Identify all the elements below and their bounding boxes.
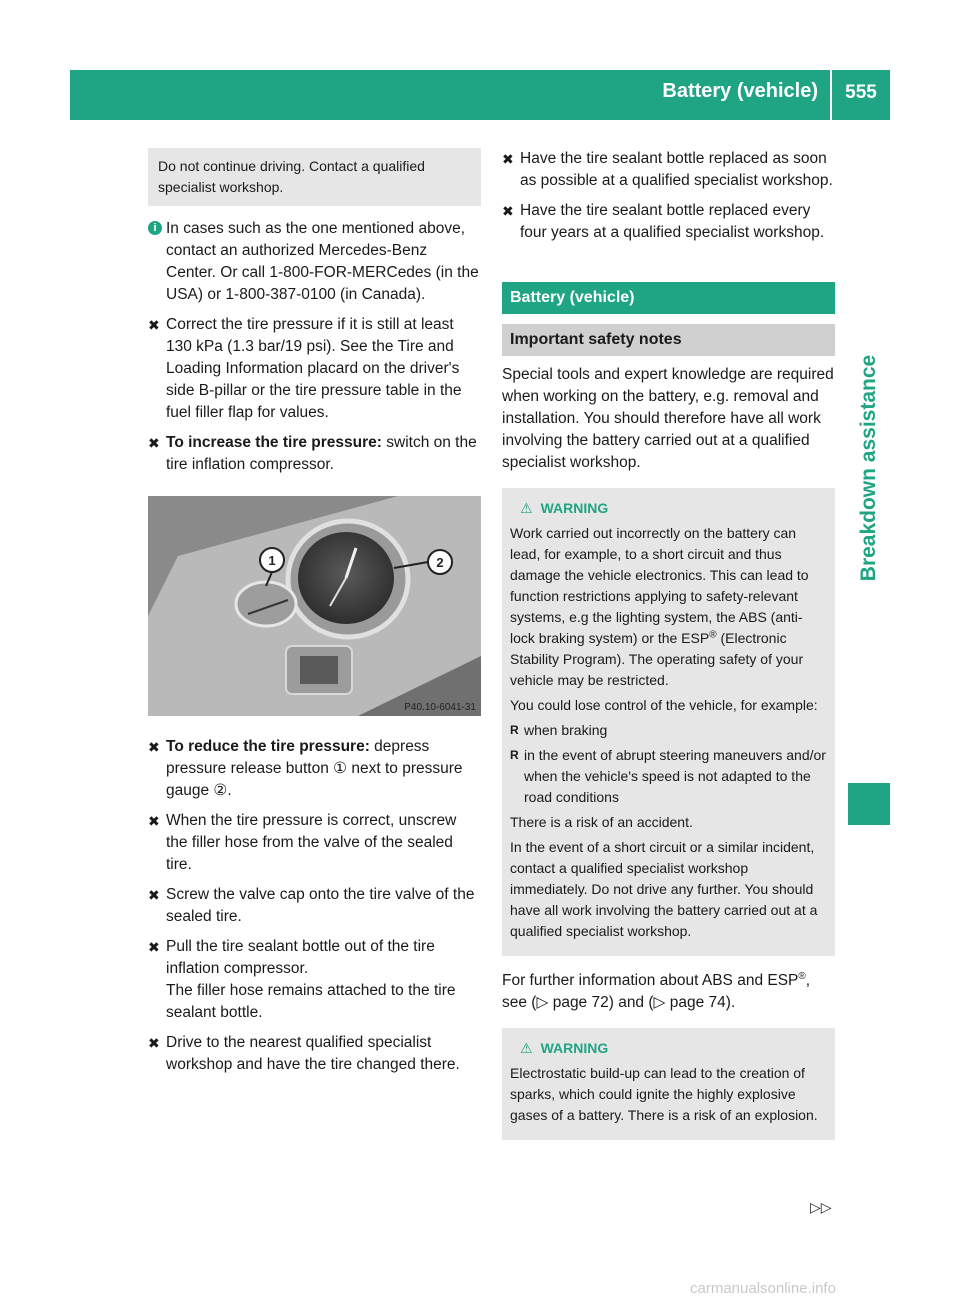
figure-code: P40.10-6041-31 <box>404 702 476 713</box>
step-text: depress pressure release button <box>166 738 430 777</box>
notice-box: Do not continue driving. Contact a qualified specialist workshop. <box>148 148 481 206</box>
step-text: Pull the tire sealant bottle out of the tire inflation compressor. <box>166 938 435 977</box>
side-tab-marker <box>848 783 890 825</box>
side-tab-label: Breakdown assistance <box>857 354 880 582</box>
page-ref-arrow-icon: ▷ <box>536 994 549 1011</box>
step-text: switch on the tire inflation compressor. <box>166 434 477 473</box>
header-separator <box>830 70 832 120</box>
arrow-right-icon: ✖ <box>148 435 160 451</box>
warning-text: (Electronic Stability Program). The operating safety of your vehicle may be restricted. <box>510 630 804 688</box>
arrow-right-icon: ✖ <box>148 887 160 903</box>
header-title: Battery (vehicle) <box>662 80 818 102</box>
list-item <box>510 720 827 741</box>
bullet-icon: R <box>510 723 519 737</box>
step-text: . <box>227 782 232 799</box>
step-text: Screw the valve cap onto the tire valve of the sealed tire. <box>166 886 475 925</box>
arrow-right-icon: ✖ <box>502 151 514 167</box>
step-increase-pressure <box>148 432 481 476</box>
arrow-right-icon: ✖ <box>502 203 514 219</box>
subsection-title: Important safety notes <box>502 324 835 356</box>
step-heading: To reduce the tire pressure: <box>166 738 370 755</box>
warning-paragraph: In the event of a short circuit or a similar incident, contact a qualified specialist workshop immediately. Do not drive any further. You should have all work involving the battery carried out at a qualified specialist workshop. <box>510 839 818 939</box>
figure-callout-1: 1 <box>268 553 276 568</box>
warning-box-battery <box>502 488 835 956</box>
arrow-right-icon: ✖ <box>148 939 160 955</box>
warning-paragraph <box>510 523 827 691</box>
warning-text: Work carried out incorrectly on the battery can lead, for example, to a short circuit and thus damage the vehicle electronics. This can lead to function restrictions applying to safety-relevant systems, e.g the lighting system, the ABS (anti-lock braking system) or the ESP <box>510 525 809 646</box>
page-number: 555 <box>845 82 877 103</box>
side-tab <box>848 140 890 780</box>
step-correct-pressure <box>148 314 481 424</box>
step-text: Have the tire sealant bottle replaced as soon as possible at a qualified specialist workshop. <box>520 150 833 189</box>
compressor-illustration <box>148 496 481 716</box>
step-text: Drive to the nearest qualified specialist workshop and have the tire changed there. <box>166 1034 460 1073</box>
warning-heading <box>510 498 827 519</box>
step-drive-workshop <box>148 1032 481 1076</box>
left-column <box>148 148 481 1084</box>
warning-triangle-icon: ⚠ <box>520 1040 533 1056</box>
warning-paragraph: There is a risk of an accident. <box>510 814 693 830</box>
list-item <box>510 745 827 808</box>
arrow-right-icon: ✖ <box>148 739 160 755</box>
registered-mark: ® <box>709 629 717 641</box>
page-ref-arrow-icon: ▷ <box>653 994 666 1011</box>
right-column <box>502 148 835 1154</box>
warning-triangle-icon: ⚠ <box>520 500 533 516</box>
step-replace-every-four-years <box>502 200 835 244</box>
intro-paragraph: Special tools and expert knowledge are required when working on the battery, e.g. removal and installation. You should therefore have all work involving the battery carried out at a qualified specialist workshop. <box>502 366 834 471</box>
step-text: Have the tire sealant bottle replaced every four years at a qualified specialist workshop. <box>520 202 825 241</box>
arrow-right-icon: ✖ <box>148 317 160 333</box>
callout-ref-2: ② <box>213 782 228 799</box>
step-text: Correct the tire pressure if it is still at least 130 kPa (1.3 bar/19 psi). See the Tire and Loading Information placard on the driver's side B-pillar or the tire pressure table in the fuel filler flap for values. <box>166 316 462 421</box>
warning-paragraph: Electrostatic build-up can lead to the creation of sparks, which could ignite the highly explosive gases of a battery. There is a risk of an explosion. <box>510 1065 818 1123</box>
warning-box-electrostatic <box>502 1028 835 1140</box>
step-unscrew-hose <box>148 810 481 876</box>
further-text: , see ( <box>502 972 811 1011</box>
page-ref-link[interactable]: page 72) and ( <box>548 994 654 1011</box>
step-pull-bottle <box>148 936 481 1024</box>
page-ref-link[interactable]: page 74). <box>665 994 736 1011</box>
registered-mark: ® <box>798 970 806 982</box>
warning-label: WARNING <box>540 500 609 516</box>
step-screw-cap <box>148 884 481 928</box>
figure-callout-2: 2 <box>436 555 444 570</box>
step-text: When the tire pressure is correct, unscrew the filler hose from the valve of the sealed tire. <box>166 812 457 873</box>
callout-ref-1: ① <box>333 760 348 777</box>
arrow-right-icon: ✖ <box>148 813 160 829</box>
warning-paragraph: You could lose control of the vehicle, for example: <box>510 697 818 713</box>
further-text: For further information about ABS and ESP <box>502 972 799 989</box>
step-subtext: The filler hose remains attached to the tire sealant bottle. <box>166 982 456 1021</box>
arrow-right-icon: ✖ <box>148 1035 160 1051</box>
further-info-paragraph <box>502 970 835 1014</box>
section-title: Battery (vehicle) <box>502 282 835 314</box>
continue-marker: ▷▷ <box>810 1199 832 1215</box>
watermark: carmanualsonline.info <box>690 1280 836 1297</box>
info-icon: i <box>148 221 162 235</box>
info-note <box>148 218 481 306</box>
list-item-text: in the event of abrupt steering maneuvers and/or when the vehicle's speed is not adapted to the road conditions <box>524 747 826 805</box>
header-bar <box>70 70 890 120</box>
warning-heading <box>510 1038 827 1059</box>
step-text: next to pressure gauge <box>166 760 463 799</box>
step-heading: To increase the tire pressure: <box>166 434 382 451</box>
step-reduce-pressure <box>148 736 481 802</box>
list-item-text: when braking <box>524 722 608 738</box>
info-text: In cases such as the one mentioned above, contact an authorized Mercedes-Benz Center. Or call 1-800-FOR-MERCedes (in the USA) or 1-800-387-0100 (in Canada). <box>166 220 479 303</box>
warning-label: WARNING <box>540 1040 609 1056</box>
bullet-icon: R <box>510 748 519 762</box>
step-replace-bottle <box>502 148 835 192</box>
compressor-figure <box>148 496 481 716</box>
